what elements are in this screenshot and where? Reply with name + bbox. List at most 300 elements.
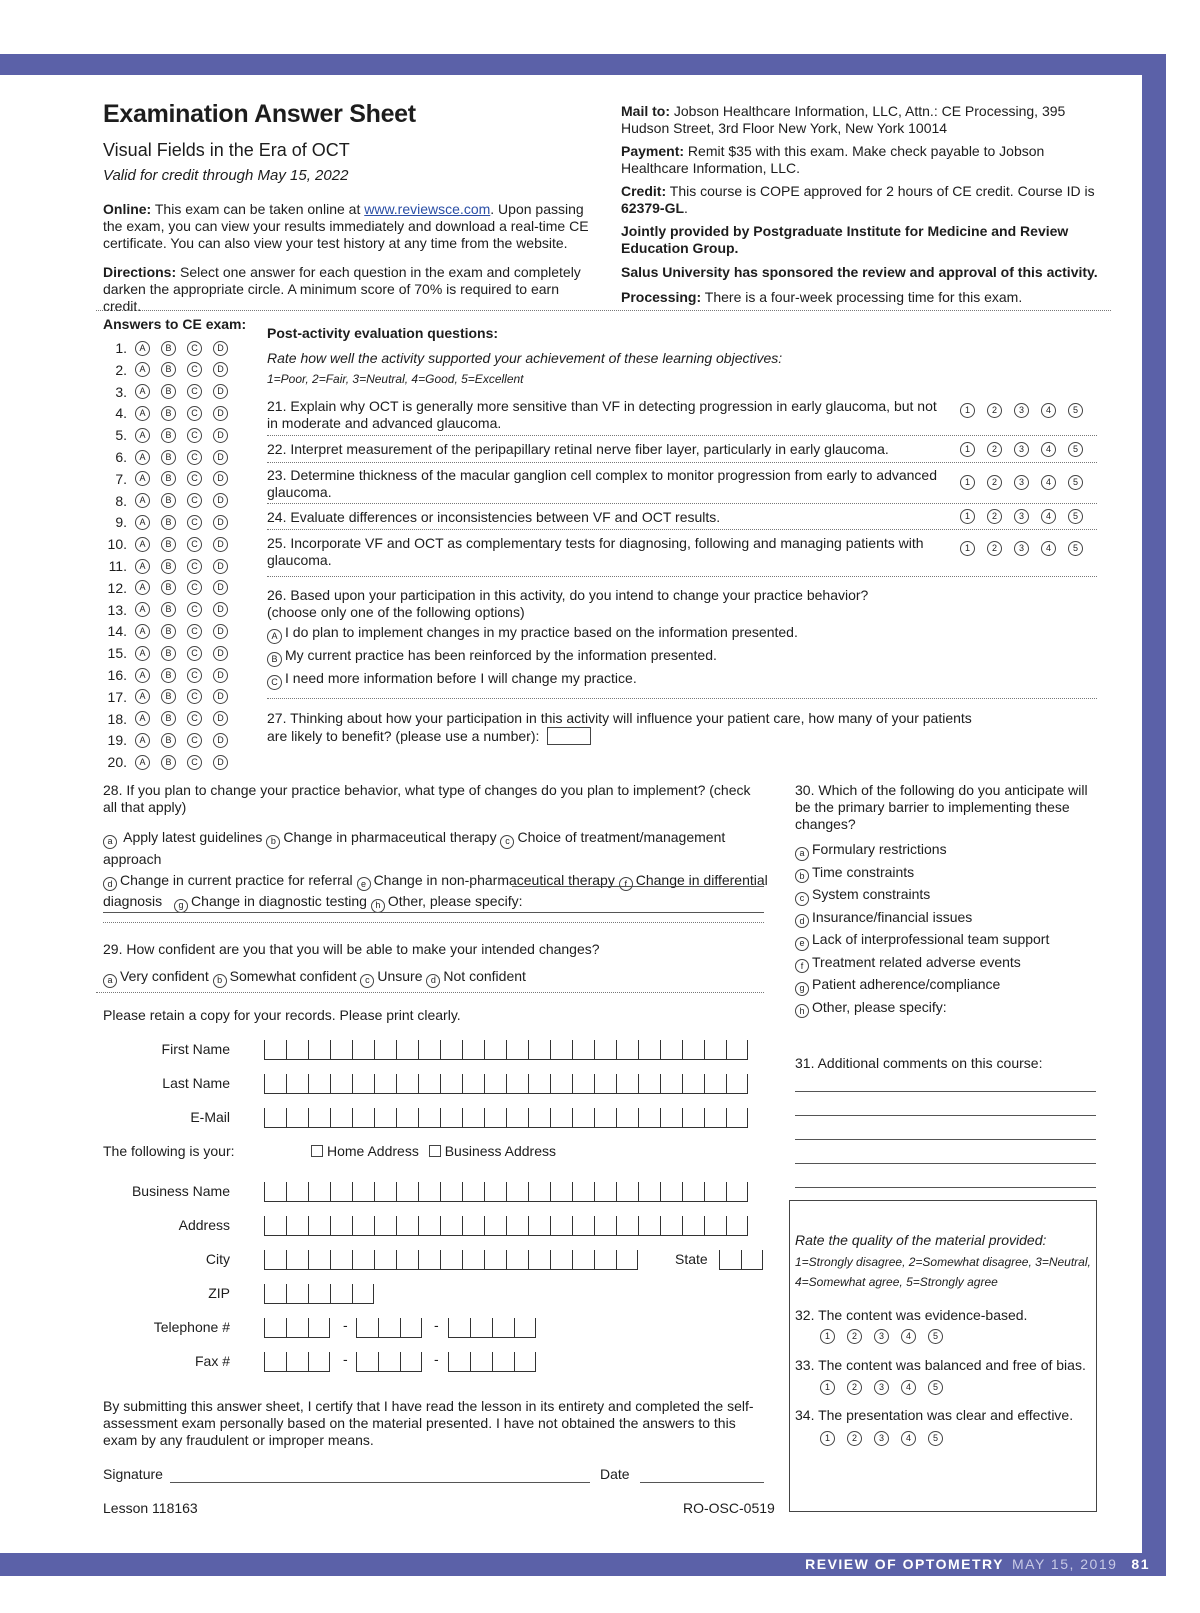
answer-option-bubble[interactable]: A (135, 450, 150, 465)
rating-bubble[interactable]: 5 (928, 1431, 943, 1446)
answer-option-bubble[interactable]: D (213, 624, 228, 639)
character-cell[interactable] (616, 1216, 638, 1236)
character-cell[interactable] (264, 1040, 286, 1060)
date-line[interactable] (640, 1482, 764, 1483)
rating-bubble[interactable]: 5 (1068, 509, 1083, 524)
character-cell[interactable] (352, 1216, 374, 1236)
answer-option-bubble[interactable]: D (213, 668, 228, 683)
character-cell[interactable] (330, 1040, 352, 1060)
character-cell[interactable] (418, 1040, 440, 1060)
character-cell[interactable] (682, 1216, 704, 1236)
comment-line-4[interactable] (795, 1163, 1096, 1164)
character-cell[interactable] (264, 1318, 286, 1338)
rating-bubble[interactable]: 4 (1041, 403, 1056, 418)
rating-bubble[interactable]: 1 (820, 1431, 835, 1446)
answer-option-bubble[interactable]: B (161, 471, 176, 486)
q30-option-bubble[interactable]: e (795, 937, 809, 951)
character-cell[interactable] (440, 1074, 462, 1094)
q28-g-bubble[interactable]: g (174, 899, 188, 913)
answer-option-bubble[interactable]: A (135, 515, 150, 530)
telephone-prefix-field[interactable] (356, 1318, 422, 1338)
rating-bubble[interactable]: 3 (1014, 541, 1029, 556)
answer-option-bubble[interactable]: A (135, 341, 150, 356)
character-cell[interactable] (550, 1074, 572, 1094)
answer-option-bubble[interactable]: B (161, 493, 176, 508)
character-cell[interactable] (506, 1216, 528, 1236)
rating-bubble[interactable]: 4 (901, 1431, 916, 1446)
q30-option-bubble[interactable]: a (795, 847, 809, 861)
character-cell[interactable] (330, 1182, 352, 1202)
character-cell[interactable] (638, 1182, 660, 1202)
answer-option-bubble[interactable]: D (213, 537, 228, 552)
q28-e-bubble[interactable]: e (357, 877, 371, 891)
character-cell[interactable] (308, 1216, 330, 1236)
character-cell[interactable] (308, 1284, 330, 1304)
character-cell[interactable] (264, 1352, 286, 1372)
character-cell[interactable] (528, 1040, 550, 1060)
character-cell[interactable] (506, 1182, 528, 1202)
character-cell[interactable] (484, 1040, 506, 1060)
rating-bubble[interactable]: 3 (1014, 403, 1029, 418)
character-cell[interactable] (418, 1182, 440, 1202)
character-cell[interactable] (550, 1108, 572, 1128)
rating-bubble[interactable]: 4 (1041, 509, 1056, 524)
home-address-checkbox[interactable] (311, 1145, 323, 1157)
q30-option[interactable] (795, 906, 1049, 929)
character-cell[interactable] (286, 1318, 308, 1338)
character-cell[interactable] (704, 1074, 726, 1094)
character-cell[interactable] (492, 1352, 514, 1372)
character-cell[interactable] (374, 1108, 396, 1128)
character-cell[interactable] (660, 1216, 682, 1236)
character-cell[interactable] (462, 1108, 484, 1128)
character-cell[interactable] (462, 1250, 484, 1270)
character-cell[interactable] (462, 1182, 484, 1202)
q30-option[interactable] (795, 838, 1049, 861)
answer-option-bubble[interactable]: A (135, 646, 150, 661)
answer-option-bubble[interactable]: C (187, 384, 202, 399)
rating-bubble[interactable]: 4 (1041, 475, 1056, 490)
rating-bubble[interactable]: 3 (874, 1329, 889, 1344)
answer-option-bubble[interactable]: A (135, 559, 150, 574)
character-cell[interactable] (660, 1182, 682, 1202)
business-name-field[interactable] (264, 1182, 748, 1202)
q28-b-bubble[interactable]: b (266, 835, 280, 849)
rating-bubble[interactable]: 2 (847, 1380, 862, 1395)
option-b-bubble[interactable]: B (267, 652, 282, 667)
character-cell[interactable] (616, 1040, 638, 1060)
character-cell[interactable] (330, 1216, 352, 1236)
character-cell[interactable] (352, 1284, 374, 1304)
q30-option-bubble[interactable]: c (795, 892, 809, 906)
character-cell[interactable] (418, 1216, 440, 1236)
character-cell[interactable] (726, 1216, 748, 1236)
character-cell[interactable] (594, 1250, 616, 1270)
character-cell[interactable] (726, 1040, 748, 1060)
answer-option-bubble[interactable]: D (213, 450, 228, 465)
character-cell[interactable] (356, 1352, 378, 1372)
rating-bubble[interactable]: 3 (874, 1380, 889, 1395)
character-cell[interactable] (308, 1182, 330, 1202)
q26-option-b[interactable] (267, 647, 987, 667)
q30-option-bubble[interactable]: d (795, 914, 809, 928)
answer-option-bubble[interactable]: B (161, 755, 176, 770)
character-cell[interactable] (741, 1250, 763, 1270)
rating-bubble[interactable]: 1 (820, 1329, 835, 1344)
answer-option-bubble[interactable]: D (213, 406, 228, 421)
answer-option-bubble[interactable]: B (161, 602, 176, 617)
character-cell[interactable] (492, 1318, 514, 1338)
rating-bubble[interactable]: 5 (1068, 475, 1083, 490)
answer-option-bubble[interactable]: B (161, 559, 176, 574)
character-cell[interactable] (550, 1250, 572, 1270)
character-cell[interactable] (704, 1040, 726, 1060)
character-cell[interactable] (682, 1182, 704, 1202)
character-cell[interactable] (660, 1040, 682, 1060)
character-cell[interactable] (594, 1074, 616, 1094)
answer-option-bubble[interactable]: C (187, 428, 202, 443)
character-cell[interactable] (440, 1250, 462, 1270)
answer-option-bubble[interactable]: A (135, 711, 150, 726)
rating-bubble[interactable]: 1 (960, 442, 975, 457)
character-cell[interactable] (418, 1250, 440, 1270)
character-cell[interactable] (660, 1108, 682, 1128)
answer-option-bubble[interactable]: D (213, 733, 228, 748)
character-cell[interactable] (528, 1216, 550, 1236)
character-cell[interactable] (286, 1182, 308, 1202)
character-cell[interactable] (506, 1040, 528, 1060)
answer-option-bubble[interactable]: A (135, 493, 150, 508)
character-cell[interactable] (528, 1182, 550, 1202)
character-cell[interactable] (594, 1182, 616, 1202)
q29-b-bubble[interactable]: b (213, 974, 227, 988)
fax-line-field[interactable] (448, 1352, 536, 1372)
character-cell[interactable] (352, 1108, 374, 1128)
answer-option-bubble[interactable]: A (135, 733, 150, 748)
character-cell[interactable] (726, 1182, 748, 1202)
answer-option-bubble[interactable]: B (161, 668, 176, 683)
character-cell[interactable] (550, 1216, 572, 1236)
character-cell[interactable] (308, 1250, 330, 1270)
q30-option[interactable] (795, 951, 1049, 974)
character-cell[interactable] (448, 1318, 470, 1338)
answer-option-bubble[interactable]: D (213, 515, 228, 530)
character-cell[interactable] (462, 1040, 484, 1060)
signature-line[interactable] (170, 1482, 590, 1483)
character-cell[interactable] (484, 1216, 506, 1236)
character-cell[interactable] (286, 1284, 308, 1304)
character-cell[interactable] (330, 1108, 352, 1128)
answer-option-bubble[interactable]: A (135, 428, 150, 443)
q28-h-bubble[interactable]: h (371, 899, 385, 913)
character-cell[interactable] (660, 1074, 682, 1094)
character-cell[interactable] (378, 1318, 400, 1338)
character-cell[interactable] (550, 1182, 572, 1202)
rating-bubble[interactable]: 1 (820, 1380, 835, 1395)
character-cell[interactable] (378, 1352, 400, 1372)
answer-option-bubble[interactable]: D (213, 341, 228, 356)
telephone-area-field[interactable] (264, 1318, 330, 1338)
rating-bubble[interactable]: 4 (901, 1329, 916, 1344)
character-cell[interactable] (396, 1108, 418, 1128)
character-cell[interactable] (352, 1074, 374, 1094)
answer-option-bubble[interactable]: C (187, 755, 202, 770)
answer-option-bubble[interactable]: D (213, 689, 228, 704)
rating-bubble[interactable]: 2 (987, 541, 1002, 556)
character-cell[interactable] (286, 1040, 308, 1060)
character-cell[interactable] (374, 1040, 396, 1060)
character-cell[interactable] (616, 1250, 638, 1270)
q28-c-bubble[interactable]: c (500, 835, 514, 849)
q30-option[interactable] (795, 973, 1049, 996)
answer-option-bubble[interactable]: B (161, 384, 176, 399)
character-cell[interactable] (514, 1318, 536, 1338)
character-cell[interactable] (308, 1040, 330, 1060)
q30-option-bubble[interactable]: b (795, 869, 809, 883)
answer-option-bubble[interactable]: C (187, 537, 202, 552)
rating-bubble[interactable]: 2 (987, 403, 1002, 418)
character-cell[interactable] (286, 1074, 308, 1094)
rating-bubble[interactable]: 1 (960, 475, 975, 490)
reviewsce-link[interactable]: www.reviewsce.com (364, 201, 491, 217)
character-cell[interactable] (572, 1250, 594, 1270)
character-cell[interactable] (726, 1108, 748, 1128)
answer-option-bubble[interactable]: B (161, 362, 176, 377)
answer-option-bubble[interactable]: B (161, 733, 176, 748)
character-cell[interactable] (440, 1182, 462, 1202)
q27-number-input[interactable] (547, 727, 591, 745)
answer-option-bubble[interactable]: C (187, 602, 202, 617)
character-cell[interactable] (356, 1318, 378, 1338)
answer-option-bubble[interactable]: D (213, 711, 228, 726)
answer-option-bubble[interactable]: A (135, 668, 150, 683)
answer-option-bubble[interactable]: D (213, 580, 228, 595)
zip-field[interactable] (264, 1284, 374, 1304)
answer-option-bubble[interactable]: A (135, 755, 150, 770)
answer-option-bubble[interactable]: C (187, 733, 202, 748)
q28-f-bubble[interactable]: f (619, 877, 633, 891)
character-cell[interactable] (506, 1250, 528, 1270)
rating-bubble[interactable]: 5 (928, 1380, 943, 1395)
rating-bubble[interactable]: 2 (847, 1431, 862, 1446)
character-cell[interactable] (286, 1250, 308, 1270)
character-cell[interactable] (396, 1250, 418, 1270)
character-cell[interactable] (352, 1040, 374, 1060)
rating-bubble[interactable]: 4 (901, 1380, 916, 1395)
q30-option-bubble[interactable]: h (795, 1004, 809, 1018)
character-cell[interactable] (308, 1318, 330, 1338)
answer-option-bubble[interactable]: B (161, 450, 176, 465)
city-field[interactable] (264, 1250, 638, 1270)
character-cell[interactable] (264, 1108, 286, 1128)
character-cell[interactable] (682, 1074, 704, 1094)
character-cell[interactable] (352, 1250, 374, 1270)
answer-option-bubble[interactable]: B (161, 341, 176, 356)
rating-bubble[interactable]: 2 (847, 1329, 862, 1344)
answer-option-bubble[interactable]: B (161, 537, 176, 552)
answer-option-bubble[interactable]: C (187, 493, 202, 508)
character-cell[interactable] (264, 1074, 286, 1094)
q28-other-line-2[interactable] (103, 912, 764, 913)
answer-option-bubble[interactable]: D (213, 493, 228, 508)
character-cell[interactable] (440, 1216, 462, 1236)
character-cell[interactable] (682, 1040, 704, 1060)
q30-option[interactable] (795, 883, 1049, 906)
character-cell[interactable] (470, 1352, 492, 1372)
answer-option-bubble[interactable]: B (161, 428, 176, 443)
answer-option-bubble[interactable]: C (187, 341, 202, 356)
character-cell[interactable] (330, 1284, 352, 1304)
rating-bubble[interactable]: 2 (987, 442, 1002, 457)
rating-bubble[interactable]: 3 (874, 1431, 889, 1446)
answer-option-bubble[interactable]: C (187, 406, 202, 421)
rating-bubble[interactable]: 4 (1041, 541, 1056, 556)
rating-bubble[interactable]: 5 (1068, 442, 1083, 457)
answer-option-bubble[interactable]: C (187, 450, 202, 465)
answer-option-bubble[interactable]: A (135, 580, 150, 595)
character-cell[interactable] (418, 1074, 440, 1094)
answer-option-bubble[interactable]: B (161, 580, 176, 595)
answer-option-bubble[interactable]: D (213, 362, 228, 377)
character-cell[interactable] (396, 1074, 418, 1094)
q28-d-bubble[interactable]: d (103, 877, 117, 891)
character-cell[interactable] (484, 1182, 506, 1202)
answer-option-bubble[interactable]: B (161, 406, 176, 421)
character-cell[interactable] (704, 1182, 726, 1202)
character-cell[interactable] (594, 1108, 616, 1128)
telephone-line-field[interactable] (448, 1318, 536, 1338)
character-cell[interactable] (470, 1318, 492, 1338)
rating-bubble[interactable]: 5 (1068, 541, 1083, 556)
character-cell[interactable] (572, 1108, 594, 1128)
character-cell[interactable] (286, 1108, 308, 1128)
character-cell[interactable] (396, 1040, 418, 1060)
character-cell[interactable] (506, 1108, 528, 1128)
answer-option-bubble[interactable]: A (135, 384, 150, 399)
rating-bubble[interactable]: 5 (928, 1329, 943, 1344)
character-cell[interactable] (726, 1074, 748, 1094)
character-cell[interactable] (440, 1040, 462, 1060)
q30-option[interactable] (795, 996, 1049, 1019)
answer-option-bubble[interactable]: A (135, 406, 150, 421)
rating-bubble[interactable]: 1 (960, 541, 975, 556)
answer-option-bubble[interactable]: D (213, 755, 228, 770)
character-cell[interactable] (396, 1216, 418, 1236)
character-cell[interactable] (572, 1216, 594, 1236)
email-field[interactable] (264, 1108, 748, 1128)
character-cell[interactable] (374, 1074, 396, 1094)
answer-option-bubble[interactable]: C (187, 668, 202, 683)
answer-option-bubble[interactable]: D (213, 602, 228, 617)
comment-line-5[interactable] (795, 1187, 1096, 1188)
character-cell[interactable] (594, 1216, 616, 1236)
answer-option-bubble[interactable]: B (161, 689, 176, 704)
q26-option-a[interactable] (267, 624, 987, 644)
character-cell[interactable] (264, 1250, 286, 1270)
rating-bubble[interactable]: 3 (1014, 509, 1029, 524)
character-cell[interactable] (572, 1074, 594, 1094)
character-cell[interactable] (528, 1074, 550, 1094)
character-cell[interactable] (374, 1216, 396, 1236)
rating-bubble[interactable]: 1 (960, 403, 975, 418)
character-cell[interactable] (374, 1182, 396, 1202)
answer-option-bubble[interactable]: A (135, 689, 150, 704)
answer-option-bubble[interactable]: C (187, 646, 202, 661)
character-cell[interactable] (616, 1074, 638, 1094)
rating-bubble[interactable]: 2 (987, 475, 1002, 490)
comment-line-3[interactable] (795, 1139, 1096, 1140)
character-cell[interactable] (264, 1284, 286, 1304)
answer-option-bubble[interactable]: B (161, 646, 176, 661)
character-cell[interactable] (719, 1250, 741, 1270)
character-cell[interactable] (616, 1182, 638, 1202)
character-cell[interactable] (638, 1074, 660, 1094)
option-a-bubble[interactable]: A (267, 629, 282, 644)
state-field[interactable] (719, 1250, 763, 1270)
character-cell[interactable] (484, 1250, 506, 1270)
q30-option[interactable] (795, 928, 1049, 951)
character-cell[interactable] (308, 1352, 330, 1372)
character-cell[interactable] (528, 1250, 550, 1270)
character-cell[interactable] (330, 1250, 352, 1270)
character-cell[interactable] (704, 1108, 726, 1128)
character-cell[interactable] (330, 1074, 352, 1094)
character-cell[interactable] (506, 1074, 528, 1094)
character-cell[interactable] (550, 1040, 572, 1060)
fax-prefix-field[interactable] (356, 1352, 422, 1372)
q28-other-line[interactable] (512, 886, 764, 887)
answer-option-bubble[interactable]: C (187, 689, 202, 704)
first-name-field[interactable] (264, 1040, 748, 1060)
comment-line-2[interactable] (795, 1115, 1096, 1116)
answer-option-bubble[interactable]: C (187, 624, 202, 639)
option-c-bubble[interactable]: C (267, 675, 282, 690)
character-cell[interactable] (572, 1182, 594, 1202)
character-cell[interactable] (572, 1040, 594, 1060)
answer-option-bubble[interactable]: D (213, 384, 228, 399)
character-cell[interactable] (308, 1108, 330, 1128)
character-cell[interactable] (638, 1040, 660, 1060)
rating-bubble[interactable]: 4 (1041, 442, 1056, 457)
character-cell[interactable] (462, 1074, 484, 1094)
answer-option-bubble[interactable]: A (135, 362, 150, 377)
q29-c-bubble[interactable]: c (360, 974, 374, 988)
character-cell[interactable] (704, 1216, 726, 1236)
q26-option-c[interactable] (267, 670, 987, 690)
answer-option-bubble[interactable]: A (135, 602, 150, 617)
character-cell[interactable] (484, 1108, 506, 1128)
last-name-field[interactable] (264, 1074, 748, 1094)
character-cell[interactable] (594, 1040, 616, 1060)
answer-option-bubble[interactable]: C (187, 515, 202, 530)
character-cell[interactable] (528, 1108, 550, 1128)
answer-option-bubble[interactable]: A (135, 471, 150, 486)
comment-line-1[interactable] (795, 1091, 1096, 1092)
fax-area-field[interactable] (264, 1352, 330, 1372)
character-cell[interactable] (418, 1108, 440, 1128)
character-cell[interactable] (286, 1216, 308, 1236)
character-cell[interactable] (286, 1352, 308, 1372)
q29-a-bubble[interactable]: a (103, 974, 117, 988)
character-cell[interactable] (396, 1182, 418, 1202)
answer-option-bubble[interactable]: D (213, 471, 228, 486)
rating-bubble[interactable]: 3 (1014, 442, 1029, 457)
q28-a-bubble[interactable]: a (103, 835, 117, 849)
answer-option-bubble[interactable]: C (187, 559, 202, 574)
answer-option-bubble[interactable]: A (135, 537, 150, 552)
rating-bubble[interactable]: 3 (1014, 475, 1029, 490)
character-cell[interactable] (484, 1074, 506, 1094)
